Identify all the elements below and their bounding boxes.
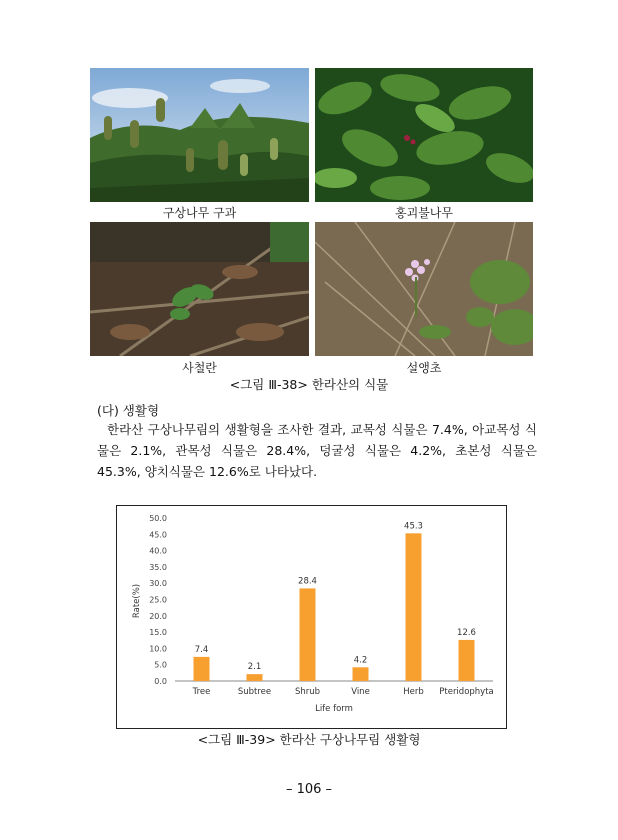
x-tick-label: Tree bbox=[192, 687, 211, 697]
life-form-chart bbox=[116, 505, 507, 729]
data-label: 45.3 bbox=[404, 521, 423, 532]
photo-korean-fir-cones bbox=[90, 68, 309, 202]
y-tick-label: 35.0 bbox=[149, 562, 167, 572]
bar-herb bbox=[406, 533, 422, 681]
data-label: 2.1 bbox=[247, 662, 262, 673]
section-heading: (다) 생활형 bbox=[97, 403, 160, 418]
figure-39-caption: <그림 Ⅲ-39> 한라산 구상나무림 생활형 bbox=[197, 732, 421, 747]
photo-seolaengcho bbox=[315, 222, 533, 356]
data-label: 7.4 bbox=[194, 644, 209, 655]
x-tick-label: Herb bbox=[403, 687, 424, 697]
x-tick-label: Shrub bbox=[294, 687, 321, 697]
figure-38-caption: <그림 Ⅲ-38> 한라산의 식물 bbox=[229, 377, 389, 392]
x-tick-label: Vine bbox=[351, 687, 370, 697]
y-tick-label: 20.0 bbox=[149, 611, 167, 621]
y-tick-label: 50.0 bbox=[149, 514, 167, 523]
photo-caption: 사철란 bbox=[182, 361, 217, 375]
y-tick-label: 45.0 bbox=[149, 530, 167, 540]
data-label: 4.2 bbox=[353, 655, 368, 666]
y-tick-label: 40.0 bbox=[149, 546, 167, 556]
data-label: 28.4 bbox=[298, 576, 317, 587]
bar-tree bbox=[194, 657, 210, 681]
bar-shrub bbox=[300, 588, 316, 681]
y-tick-label: 15.0 bbox=[149, 628, 167, 638]
bar-subtree bbox=[247, 674, 263, 681]
y-tick-label: 30.0 bbox=[149, 579, 167, 589]
photo-caption: 구상나무 구과 bbox=[162, 206, 237, 220]
photo-sacheollan bbox=[90, 222, 309, 356]
y-tick-label: 0.0 bbox=[154, 677, 167, 686]
body-paragraph: 한라산 구상나무림의 생활형을 조사한 결과, 교목성 식물은 7.4%, 아교목성 식물은 2.1%, 관목성 식물은 28.4%, 덩굴성 식물은 4.2%, 초본성 식물은 45.3%, 양치식물은 12.6%로 나타났다. bbox=[97, 422, 537, 479]
photo-caption: 설앵초 bbox=[406, 361, 442, 375]
x-axis-label: Life form bbox=[315, 704, 353, 714]
life-form-bar-chart bbox=[117, 506, 506, 728]
y-axis-label: Rate(%) bbox=[132, 583, 142, 619]
x-tick-label: Pteridophyta bbox=[439, 687, 494, 697]
photo-caption: 홍괴불나무 bbox=[395, 206, 453, 220]
x-tick-label: Subtree bbox=[237, 687, 272, 697]
y-tick-label: 5.0 bbox=[154, 660, 167, 670]
data-label: 12.6 bbox=[457, 627, 476, 638]
y-tick-label: 10.0 bbox=[149, 644, 167, 654]
bar-vine bbox=[353, 667, 369, 681]
y-tick-label: 25.0 bbox=[149, 595, 167, 605]
page-number: – 106 – bbox=[285, 782, 333, 797]
bar-pteridophyta bbox=[459, 640, 475, 681]
photo-hongoe-nonmu bbox=[315, 68, 533, 202]
